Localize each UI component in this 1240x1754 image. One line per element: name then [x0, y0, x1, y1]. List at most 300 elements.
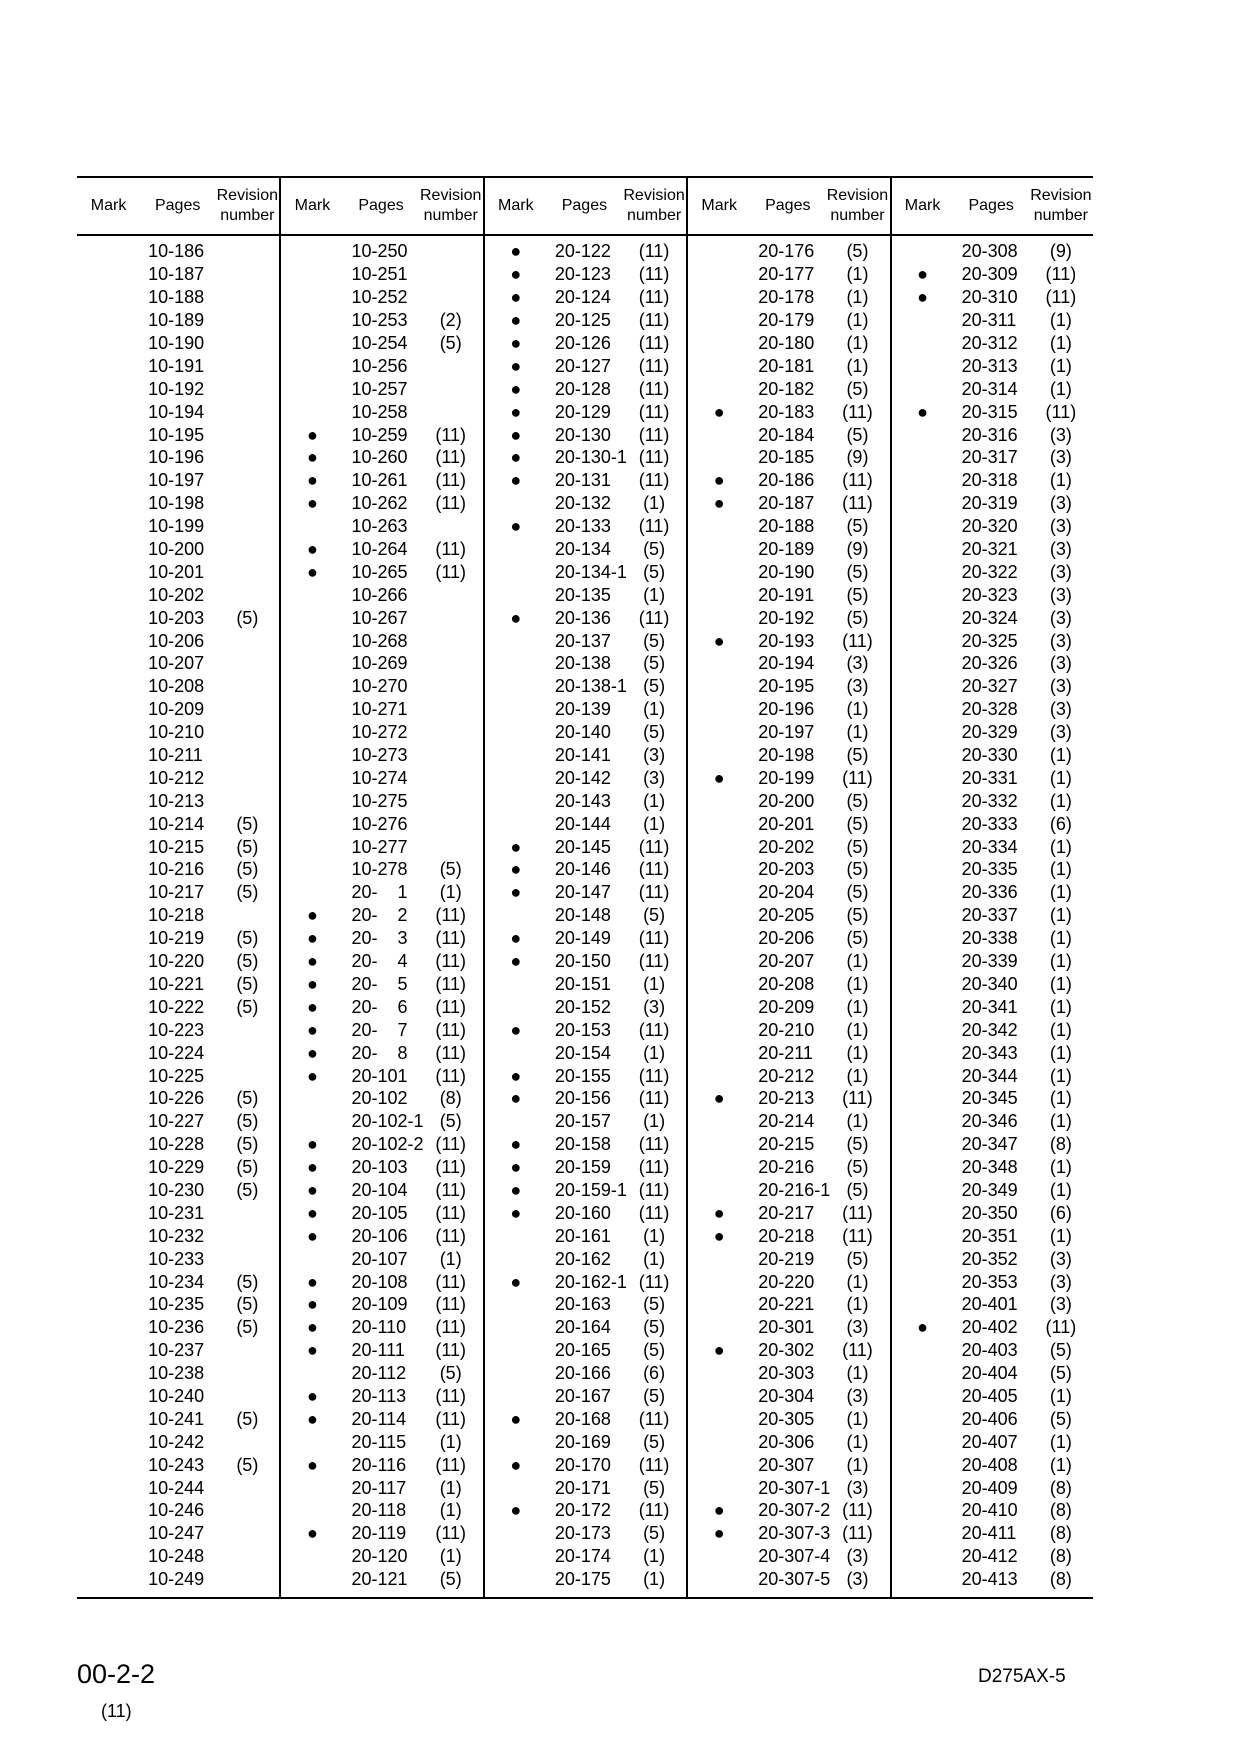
revision-cell: (11) [622, 1064, 687, 1087]
page-cell: 20-120 [351, 1546, 408, 1567]
page-cell: 20-407 [961, 1431, 1018, 1452]
revision-cell: (11) [622, 858, 687, 881]
page-cell: 20-150 [554, 951, 611, 972]
revision-cell: (1) [622, 1247, 687, 1270]
mark-cell [77, 423, 140, 446]
mark-cell [77, 835, 140, 858]
table-row [77, 675, 1093, 698]
page-cell: 20-153 [554, 1019, 611, 1040]
table-row [77, 766, 1093, 789]
mark-cell [687, 1041, 750, 1064]
page-cell: 20-114 [351, 1408, 407, 1429]
mark-cell [280, 1568, 343, 1598]
revision-cell: (11) [622, 606, 687, 629]
page-cell: 20-159 [554, 1157, 611, 1178]
table-row [77, 400, 1093, 423]
page-cell: 20-307-3 [758, 1523, 831, 1544]
revision-cell: (5) [215, 1087, 280, 1110]
revision-cell: (1) [1049, 1385, 1072, 1406]
mark-cell [77, 950, 140, 973]
revision-cell: (1) [825, 698, 890, 721]
mark-cell [891, 377, 954, 400]
page-cell: 10-268 [351, 630, 408, 651]
table-row [77, 1362, 1093, 1385]
mark-cell [484, 812, 547, 835]
revision-cell [419, 377, 484, 400]
revision-cell: (1) [622, 583, 687, 606]
mark-cell [77, 698, 140, 721]
mark-cell [280, 235, 343, 263]
page-cell: 20-305 [758, 1408, 815, 1429]
mark-cell: ● [713, 1340, 725, 1361]
page-cell: 20-311 [961, 310, 1017, 331]
page-cell: 20-320 [961, 516, 1018, 537]
mark-cell [687, 286, 750, 309]
mark-cell: ● [510, 1134, 522, 1155]
mark-cell [77, 377, 140, 400]
page-cell: 10-225 [148, 1065, 205, 1086]
mark-cell [77, 1430, 140, 1453]
mark-cell [77, 515, 140, 538]
mark-cell [280, 354, 343, 377]
mark-cell [891, 1087, 954, 1110]
revision-cell: (3) [825, 1545, 890, 1568]
page-cell: 10-233 [148, 1248, 205, 1269]
page-cell: 20-101 [351, 1065, 408, 1086]
mark-cell: ● [510, 333, 522, 353]
page-cell: 20-307-2 [758, 1500, 831, 1521]
revision-cell [215, 286, 280, 309]
mark-cell: ● [510, 1019, 522, 1040]
mark-cell [891, 744, 954, 767]
page-cell: 20-331 [961, 767, 1018, 788]
mark-cell: ● [510, 951, 522, 972]
mark-cell [77, 1362, 140, 1385]
revision-cell: (1) [1049, 836, 1072, 857]
page-cell: 20-219 [758, 1248, 815, 1269]
mark-cell: ● [306, 1385, 318, 1406]
mark-cell [77, 652, 140, 675]
revision-cell [419, 400, 484, 423]
revision-cell: (11) [419, 1179, 484, 1202]
revision-cell: (5) [215, 812, 280, 835]
mark-cell [687, 332, 750, 355]
page-cell: 10-258 [351, 401, 408, 422]
revision-cell: (1) [622, 1110, 687, 1133]
revision-cell: (11) [825, 1499, 890, 1522]
revision-cell: (5) [215, 858, 280, 881]
revision-cell: (3) [825, 1385, 890, 1408]
mark-cell: ● [306, 493, 318, 514]
mark-cell [484, 995, 547, 1018]
page-cell: 20-149 [554, 928, 611, 949]
mark-cell [891, 721, 954, 744]
mark-cell [687, 927, 750, 950]
page-cell: 10-202 [148, 584, 205, 605]
mark-cell: ● [306, 539, 318, 560]
mark-cell: ● [510, 447, 522, 468]
mark-cell [77, 332, 140, 355]
mark-cell [77, 1087, 140, 1110]
table-row [77, 332, 1093, 355]
table-row [77, 1133, 1093, 1156]
mark-cell: ● [306, 928, 318, 949]
revision-cell [419, 263, 484, 286]
revision-cell: (11) [622, 1270, 687, 1293]
page-cell: 10-257 [351, 378, 408, 399]
page-cell: 10-221 [148, 973, 205, 994]
revision-cell: (3) [825, 675, 890, 698]
revision-cell: (9) [825, 446, 890, 469]
mark-cell [77, 1568, 140, 1598]
table-row [77, 263, 1093, 286]
table-row [77, 652, 1093, 675]
page-cell: 20-194 [758, 653, 815, 674]
mark-cell: ● [306, 996, 318, 1017]
table-row [77, 698, 1093, 721]
revision-cell [419, 812, 484, 835]
mark-cell: ● [510, 264, 522, 285]
page-cell: 10-210 [148, 722, 205, 743]
mark-cell: ● [510, 1202, 522, 1223]
page-cell: 10-243 [148, 1454, 205, 1475]
page-cell: 20-347 [961, 1134, 1018, 1155]
page-cell: 20-401 [961, 1294, 1018, 1315]
mark-cell: ● [306, 1340, 318, 1361]
page-cell: 10-214 [148, 813, 205, 834]
mark-cell: ● [306, 1523, 318, 1544]
revision-cell: (5) [825, 835, 890, 858]
mark-cell [687, 1407, 750, 1430]
mark-cell: ● [306, 973, 318, 994]
page-cell: 20-215 [758, 1134, 815, 1155]
mark-cell [891, 698, 954, 721]
page-cell: 20-307-5 [758, 1569, 831, 1590]
page-cell: 20-405 [961, 1385, 1018, 1406]
mark-cell [891, 538, 954, 561]
revision-cell: (1) [825, 995, 890, 1018]
page-cell: 20-208 [758, 973, 815, 994]
page-cell: 20-319 [961, 493, 1018, 514]
page-cell: 10-241 [148, 1408, 205, 1429]
page-cell: 20-139 [554, 699, 611, 720]
header-revision: Revision number [215, 177, 280, 235]
revision-cell: (5) [825, 812, 890, 835]
header-mark: Mark [294, 197, 331, 214]
page-cell: 20-143 [554, 790, 611, 811]
revision-cell: (5) [215, 995, 280, 1018]
revision-cell [215, 1362, 280, 1385]
mark-cell [77, 744, 140, 767]
mark-cell [891, 995, 954, 1018]
page-cell: 20-217 [758, 1202, 815, 1223]
revision-cell: (5) [419, 332, 484, 355]
mark-cell [687, 950, 750, 973]
revision-cell: (5) [825, 583, 890, 606]
revision-cell: (5) [215, 881, 280, 904]
page-cell: 20-402 [961, 1317, 1018, 1338]
page-cell: 20- 3 [351, 928, 408, 949]
table-row [77, 515, 1093, 538]
table-row [77, 835, 1093, 858]
mark-cell [891, 583, 954, 606]
mark-cell [77, 1545, 140, 1568]
page-cell: 20-307-1 [758, 1477, 831, 1498]
revision-cell: (1) [825, 1064, 890, 1087]
mark-cell [891, 950, 954, 973]
revision-cell [215, 235, 280, 263]
revision-cell: (8) [1049, 1546, 1072, 1567]
page-cell: 10-235 [148, 1294, 205, 1315]
header-pages: Pages [154, 197, 201, 214]
mark-cell [687, 538, 750, 561]
revision-cell: (1) [1049, 1225, 1072, 1246]
mark-cell: ● [510, 607, 522, 628]
mark-cell [77, 1453, 140, 1476]
revision-cell: (1) [419, 1430, 484, 1453]
table-row [77, 1499, 1093, 1522]
mark-cell [687, 904, 750, 927]
page-cell: 20-130-1 [554, 447, 627, 468]
revision-cell [215, 354, 280, 377]
mark-cell [484, 583, 547, 606]
revision-cell [215, 1041, 280, 1064]
page-cell: 20-123 [554, 264, 611, 285]
page-cell: 20-169 [554, 1431, 611, 1452]
mark-cell [687, 1247, 750, 1270]
revision-cell: (11) [419, 1407, 484, 1430]
header-mark: Mark [498, 197, 534, 214]
page-cell: 20-189 [758, 539, 815, 560]
header-revision: Revision number [825, 177, 890, 235]
page-cell: 10-247 [148, 1523, 205, 1544]
page-cell: 20-207 [758, 951, 815, 972]
page-cell: 20-182 [758, 378, 815, 399]
mark-cell [891, 973, 954, 996]
revision-cell: (11) [622, 1156, 687, 1179]
table-row [77, 423, 1093, 446]
page-cell: 10-246 [148, 1500, 205, 1521]
page-cell: 10-203 [148, 607, 205, 628]
mark-cell [891, 1385, 954, 1408]
mark-cell: ● [306, 1157, 318, 1178]
mark-cell [280, 766, 343, 789]
page-cell: 20-412 [961, 1546, 1018, 1567]
mark-cell [77, 1270, 140, 1293]
page-cell: 10-275 [351, 790, 408, 811]
revision-cell: (1) [1049, 1019, 1072, 1040]
page-cell: 20-127 [554, 355, 611, 376]
mark-cell [484, 766, 547, 789]
page-cell: 20-134-1 [554, 561, 627, 582]
revision-cell: (1) [622, 1568, 687, 1598]
mark-cell [891, 446, 954, 469]
mark-cell [77, 583, 140, 606]
revision-cell: (11) [419, 973, 484, 996]
page-cell: 20-146 [554, 859, 611, 880]
revision-cell [215, 446, 280, 469]
revision-cell: (5) [622, 652, 687, 675]
page-cell: 20-213 [758, 1088, 815, 1109]
revision-cell: (5) [215, 1110, 280, 1133]
table-row [77, 538, 1093, 561]
mark-cell [77, 812, 140, 835]
page-cell: 20- 5 [351, 973, 408, 994]
page-cell: 20-138-1 [554, 676, 627, 697]
mark-cell [891, 1041, 954, 1064]
page-cell: 10-260 [351, 447, 408, 468]
page-cell: 20-168 [554, 1408, 611, 1429]
mark-cell [891, 1545, 954, 1568]
page-cell: 20-184 [758, 424, 815, 445]
mark-cell [891, 675, 954, 698]
revision-cell: (3) [1049, 424, 1072, 445]
mark-cell [77, 675, 140, 698]
revision-cell: (5) [1049, 1340, 1072, 1361]
revision-cell: (1) [825, 1362, 890, 1385]
page-cell: 20-103 [351, 1157, 408, 1178]
page-cell: 20-135 [554, 584, 611, 605]
mark-cell [891, 812, 954, 835]
page-cell: 20-216 [758, 1157, 815, 1178]
page-cell: 10-216 [148, 859, 205, 880]
revision-cell: (1) [622, 698, 687, 721]
revision-cell [215, 629, 280, 652]
revision-cell [215, 492, 280, 515]
page-cell: 20-155 [554, 1065, 611, 1086]
revision-cell: (11) [622, 377, 687, 400]
page-cell: 20-203 [758, 859, 815, 880]
revision-cell: (11) [419, 446, 484, 469]
table-row [77, 309, 1093, 332]
revision-cell: (11) [622, 881, 687, 904]
revision-cell: (8) [1049, 1134, 1072, 1155]
page-cell: 20-113 [351, 1385, 407, 1406]
revision-cell: (11) [622, 1201, 687, 1224]
table-row [77, 560, 1093, 583]
revision-cell: (11) [1045, 1317, 1077, 1338]
page-cell: 20-183 [758, 401, 815, 422]
page-cell: 20-162-1 [554, 1271, 627, 1292]
revision-cell: (11) [622, 1499, 687, 1522]
mark-cell [77, 469, 140, 492]
page-cell: 20-104 [351, 1179, 408, 1200]
page-cell: 20- 8 [351, 1042, 408, 1063]
page-cell: 20-192 [758, 607, 815, 628]
revision-cell: (5) [215, 1179, 280, 1202]
mark-cell [77, 1316, 140, 1339]
revision-cell [215, 538, 280, 561]
revision-cell: (3) [1049, 699, 1072, 720]
revision-cell: (8) [1049, 1500, 1072, 1521]
page-cell: 20- 4 [351, 951, 408, 972]
revision-cell [215, 1568, 280, 1598]
mark-cell: ● [713, 1202, 725, 1223]
revision-cell: (1) [1049, 859, 1072, 880]
table-row [77, 1316, 1093, 1339]
table-row [77, 1041, 1093, 1064]
revision-cell: (11) [419, 1224, 484, 1247]
revision-cell: (5) [419, 858, 484, 881]
revision-cell: (1) [1049, 905, 1072, 926]
revision-cell: (11) [1045, 401, 1077, 422]
revision-cell: (5) [622, 1430, 687, 1453]
header-pages: Pages [358, 197, 404, 214]
mark-cell: ● [510, 1271, 522, 1292]
revision-cell [215, 675, 280, 698]
table-row [77, 927, 1093, 950]
page-cell: 10-262 [351, 493, 408, 514]
revision-cell: (1) [1049, 378, 1072, 399]
page-cell: 10-215 [148, 836, 205, 857]
revision-cell: (11) [419, 1270, 484, 1293]
mark-cell [280, 583, 343, 606]
revision-cell: (5) [622, 1476, 687, 1499]
revision-cell: (5) [825, 1247, 890, 1270]
mark-cell [484, 1385, 547, 1408]
revision-cell: (11) [419, 538, 484, 561]
mark-cell [687, 560, 750, 583]
mark-cell: ● [713, 401, 725, 422]
mark-cell [891, 1522, 954, 1545]
page-cell: 10-198 [148, 493, 205, 514]
table-row [77, 789, 1093, 812]
page-cell: 20-136 [554, 607, 611, 628]
page-cell: 20-338 [961, 928, 1018, 949]
mark-cell: ● [713, 493, 725, 514]
mark-cell [484, 1568, 547, 1598]
page-cell: 20-220 [758, 1271, 815, 1292]
page-cell: 10-186 [148, 241, 205, 262]
page-cell: 20-160 [554, 1202, 611, 1223]
revision-cell [215, 904, 280, 927]
page-cell: 10-195 [148, 424, 205, 445]
mark-cell [484, 492, 547, 515]
page-cell: 20-102-1 [351, 1111, 424, 1132]
revision-cell: (11) [622, 515, 687, 538]
page-cell: 20-195 [758, 676, 815, 697]
mark-cell: ● [510, 1408, 522, 1429]
mark-cell [891, 309, 954, 332]
revision-cell: (6) [1049, 1202, 1072, 1223]
page-cell: 20-128 [554, 378, 611, 399]
mark-cell: ● [306, 1019, 318, 1040]
mark-cell [280, 835, 343, 858]
page-cell: 10-270 [351, 676, 408, 697]
revision-cell: (11) [1045, 264, 1077, 285]
page-cell: 20-177 [758, 264, 815, 285]
page-cell: 10-237 [148, 1340, 205, 1361]
mark-cell [891, 1293, 954, 1316]
revision-cell [215, 744, 280, 767]
page-cell: 20-172 [554, 1500, 611, 1521]
revision-cell: (1) [825, 1041, 890, 1064]
mark-cell [280, 789, 343, 812]
revision-cell [215, 1476, 280, 1499]
revision-cell: (11) [419, 1201, 484, 1224]
revision-cell: (5) [215, 1316, 280, 1339]
revision-cell: (1) [825, 1270, 890, 1293]
mark-cell: ● [510, 287, 522, 308]
page-cell: 10-276 [351, 813, 408, 834]
mark-cell [891, 492, 954, 515]
revision-cell: (1) [825, 1018, 890, 1041]
page-cell: 10-200 [148, 539, 205, 560]
revision-table [77, 176, 1093, 1599]
mark-cell [484, 560, 547, 583]
page-cell: 10-242 [148, 1431, 205, 1452]
mark-cell [484, 1293, 547, 1316]
